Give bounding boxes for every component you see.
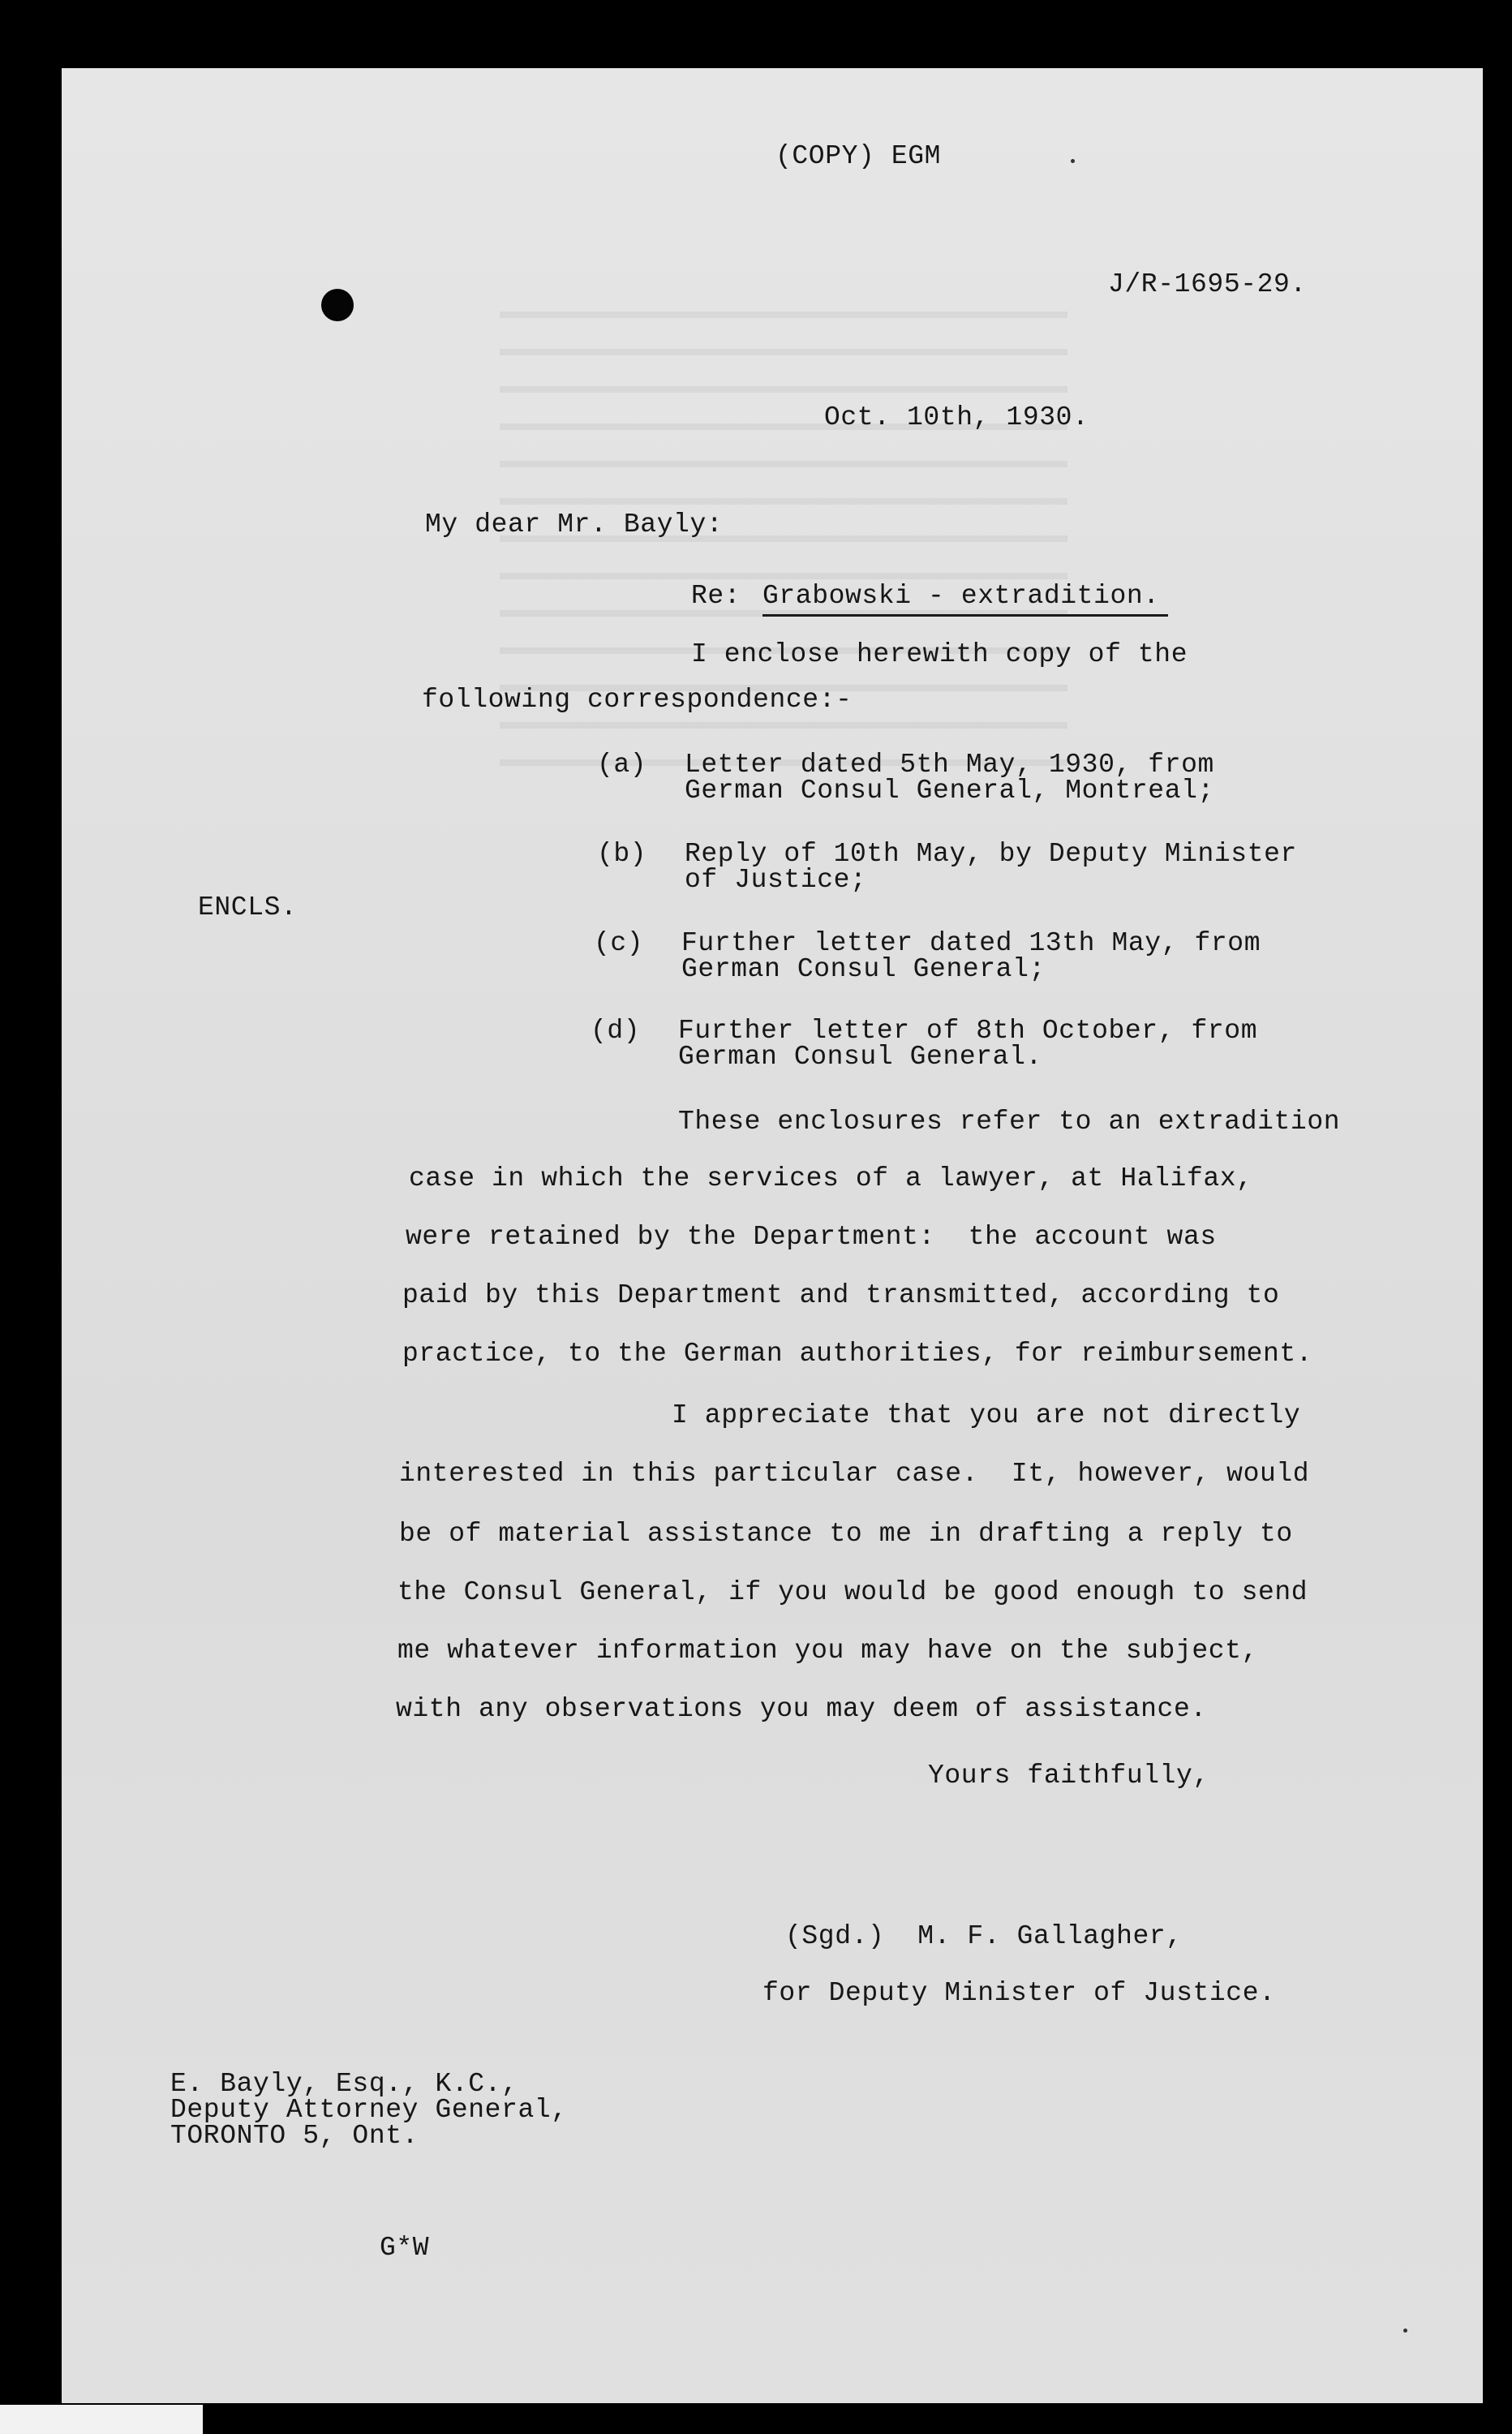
enclosure-line: German Consul General. xyxy=(678,1042,1042,1072)
addressee-line: Deputy Attorney General, xyxy=(170,2095,568,2125)
signature-title: for Deputy Minister of Justice. xyxy=(762,1978,1276,2008)
letter-date: Oct. 10th, 1930. xyxy=(824,402,1089,432)
paragraph-line: interested in this particular case. It, however, would xyxy=(399,1459,1310,1489)
enclosure-line: German Consul General; xyxy=(681,954,1046,984)
enclosure-label: (b) xyxy=(597,839,647,869)
file-reference: J/R-1695-29. xyxy=(1108,269,1307,299)
enclosure-line: of Justice; xyxy=(685,865,867,895)
intro-line-1: I enclose herewith copy of the xyxy=(691,639,1188,669)
addressee-line: TORONTO 5, Ont. xyxy=(170,2121,419,2151)
paragraph-line: be of material assistance to me in drafting a reply to xyxy=(399,1519,1293,1549)
paragraph-line: practice, to the German authorities, for reimbursement. xyxy=(402,1339,1313,1369)
addressee-line: E. Bayly, Esq., K.C., xyxy=(170,2069,518,2099)
closing: Yours faithfully, xyxy=(928,1761,1209,1791)
signature-line: (Sgd.) M. F. Gallagher, xyxy=(785,1921,1183,1951)
hole-punch xyxy=(321,289,354,321)
enclosure-line: Reply of 10th May, by Deputy Minister xyxy=(685,839,1297,869)
paragraph-line: I appreciate that you are not directly xyxy=(672,1400,1301,1430)
enclosure-label: (c) xyxy=(594,928,644,958)
copy-mark: (COPY) EGM xyxy=(775,141,942,171)
paper-speck xyxy=(1071,159,1075,163)
paragraph-line: were retained by the Department: the account was xyxy=(406,1222,1217,1252)
paragraph-line: case in which the services of a lawyer, at Halifax, xyxy=(409,1163,1253,1193)
paragraph-line: These enclosures refer to an extradition xyxy=(678,1107,1341,1137)
typist-initials: G*W xyxy=(380,2233,430,2263)
subject-prefix: Re: xyxy=(691,581,741,611)
film-label-strip xyxy=(0,2405,203,2434)
subject-text: Grabowski - extradition. xyxy=(762,581,1160,611)
enclosure-line: Further letter of 8th October, from xyxy=(678,1016,1258,1046)
paragraph-line: with any observations you may deem of assistance. xyxy=(396,1694,1207,1724)
paragraph-line: paid by this Department and transmitted, according to xyxy=(402,1280,1280,1310)
paper-speck xyxy=(1403,2329,1407,2333)
enclosures-margin-note: ENCLS. xyxy=(198,892,298,922)
enclosure-label: (a) xyxy=(597,750,647,780)
subject-underline xyxy=(762,614,1168,617)
document-page xyxy=(62,68,1483,2403)
enclosure-line: Further letter dated 13th May, from xyxy=(681,928,1261,958)
paragraph-line: the Consul General, if you would be good enough to send xyxy=(397,1577,1308,1607)
intro-line-2: following correspondence:- xyxy=(422,685,853,715)
salutation: My dear Mr. Bayly: xyxy=(425,510,724,540)
enclosure-line: German Consul General, Montreal; xyxy=(685,776,1214,806)
enclosure-label: (d) xyxy=(591,1016,641,1046)
enclosure-line: Letter dated 5th May, 1930, from xyxy=(685,750,1214,780)
paragraph-line: me whatever information you may have on the subject, xyxy=(397,1636,1258,1666)
